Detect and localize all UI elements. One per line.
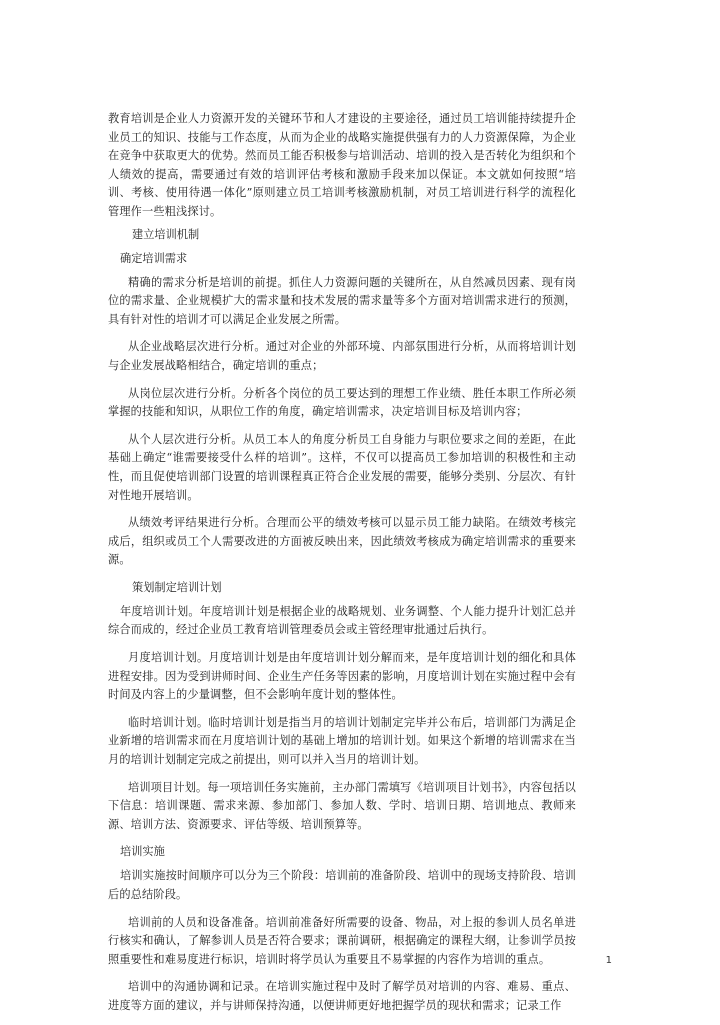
page-number: 1 bbox=[605, 955, 612, 966]
subsection-heading-plan: 策划制定培训计划 bbox=[132, 580, 222, 594]
subsection-heading-needs: 确定培训需求 bbox=[120, 251, 188, 265]
paragraph-position-level: 从岗位层次进行分析。分析各个岗位的员工要达到的理想工作业绩、胜任本职工作所必须掌握的技能和知识，从职位工作的角度，确定培训需求，决定培训目标及培训内容； bbox=[108, 386, 576, 419]
paragraph-project-plan: 培训项目计划。每一项培训任务实施前，主办部门需填写《培训项目计划书》，内容包括以下信息：培训课题、需求来源、参加部门、参加人数、学时、培训日期、培训地点、教师来源、培训方法、资源要求、评估等级、培训预算等。 bbox=[108, 780, 576, 831]
paragraph-preparation: 培训前的人员和设备准备。培训前准备好所需要的设备、物品，对上报的参训人员名单进行核实和确认，了解参训人员是否符合要求；课前调研，根据确定的课程大纲，让参训学员按照重要性和难易度进行标识，培训时将学员认为重要且不易掌握的内容作为培训的重点。 bbox=[108, 915, 576, 966]
paragraph-performance: 从绩效考评结果进行分析。合理而公平的绩效考核可以显示员工能力缺陷。在绩效考核完成后，组织或员工个人需要改进的方面被反映出来，因此绩效考核成为确定培训需求的重要来源。 bbox=[108, 516, 576, 567]
paragraph-temporary-plan: 临时培训计划。临时培训计划是指当月的培训计划制定完毕并公布后，培训部门为满足企业新增的培训需求而在月度培训计划的基础上增加的培训计划。如果这个新增的培训需求在当月的培训计划制定完成之前提出，则可以并入当月的培训计划。 bbox=[108, 715, 576, 767]
paragraph-needs-analysis: 精确的需求分析是培训的前提。抓住人力资源问题的关键所在，从自然减员因素、现有岗位的需求量、企业规模扩大的需求量和技术发展的需求量等多个方面对培训需求进行的预测，具有针对性的培训才可以满足企业发展之所需。 bbox=[108, 275, 576, 326]
paragraph-communication: 培训中的沟通协调和记录。在培训实施过程中及时了解学员对培训的内容、难易、重点、进度等方面的建议，并与讲师保持沟通，以便讲师更好地把握学员的现状和需求；记录工作 bbox=[108, 980, 576, 1012]
paragraph-monthly-plan: 月度培训计划。月度培训计划是由年度培训计划分解而来，是年度培训计划的细化和具体进程安排。因为受到讲师时间、企业生产任务等因素的影响，月度培训计划在实施过程中会有时间及内容上的少量调整，但不会影响年度计划的整体性。 bbox=[108, 651, 576, 702]
paragraph-strategy-level: 从企业战略层次进行分析。通过对企业的外部环境、内部氛围进行分析，从而将培训计划与企业发展战略相结合，确定培训的重点； bbox=[108, 340, 576, 372]
paragraph-implementation-stages: 培训实施按时间顺序可以分为三个阶段：培训前的准备阶段、培训中的现场支持阶段、培训后的总结阶段。 bbox=[108, 869, 576, 901]
paragraph-annual-plan: 年度培训计划。年度培训计划是根据企业的战略规划、业务调整、个人能力提升计划汇总并综合而成的，经过企业员工教育培训管理委员会或主管经理审批通过后执行。 bbox=[108, 604, 576, 637]
paragraph-individual-level: 从个人层次进行分析。从员工本人的角度分析员工自身能力与职位要求之间的差距，在此基础上确定“谁需要接受什么样的培训”。这样，不仅可以提高员工参加培训的积极性和主动性，而且促使培训部门设置的培训课程真正符合企业发展的需要，能够分类别、分层次、有针对性地开展培训。 bbox=[108, 432, 576, 502]
intro-paragraph: 教育培训是企业人力资源开发的关键环节和人才建设的主要途径，通过员工培训能持续提升企业员工的知识、技能与工作态度，从而为企业的战略实施提供强有力的人力资源保障，为企业在竞争中获取更大的优势。然而员工能否积极参与培训活动、培训的投入是否转化为组织和个人绩效的提高，需要通过有效的培训评估考核和激励手段来加以保证。本文就如何按照“培训、考核、使用待遇一体化”原则建立员工培训考核激励机制，对员工培训进行科学的流程化管理作一些粗浅探讨。 bbox=[108, 112, 576, 218]
section-heading-build-mechanism: 建立培训机制 bbox=[132, 227, 200, 241]
document-page bbox=[108, 110, 576, 1025]
subsection-heading-implementation: 培训实施 bbox=[120, 845, 165, 859]
